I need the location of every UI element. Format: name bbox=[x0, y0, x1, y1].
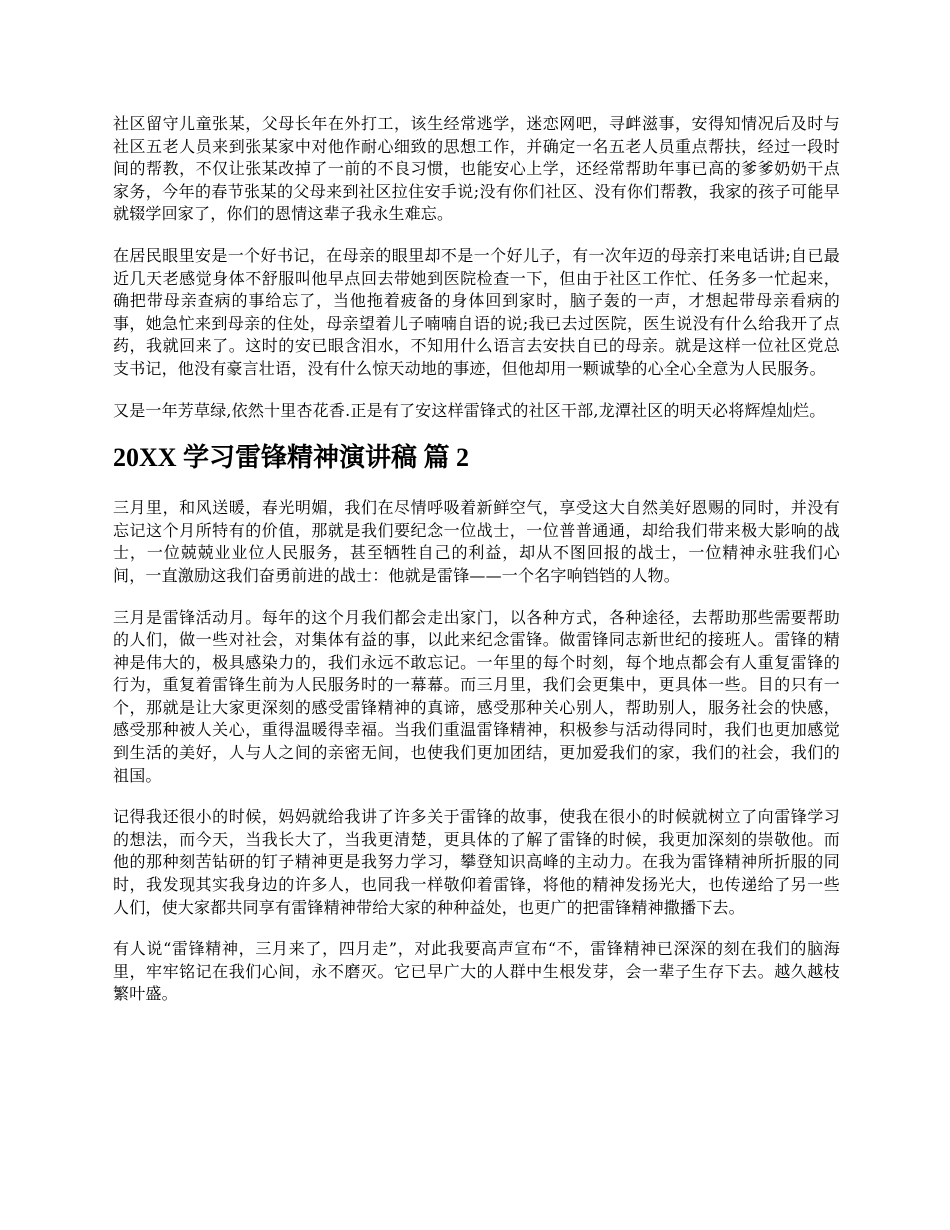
paragraph-march-spring: 三月里，和风送暖，春光明媚，我们在尽情呼吸着新鲜空气，享受这大自然美好恩赐的同时，并没有忘记这个月所特有的价值，那就是我们要纪念一位战士，一位普普通通，却给我们带来极大影响的战士，一位兢兢业业位人民服务，甚至牺牲自己的利益，却从不图回报的战士，一位精神永驻我们心间，一直激励这我们奋勇前进的战士：他就是雷锋——一个名字响铛铛的人物。 bbox=[113, 498, 840, 585]
paragraph-good-secretary: 在居民眼里安是一个好书记，在母亲的眼里却不是一个好儿子，有一次年迈的母亲打来电话讲;自已最近几天老感觉身体不舒服叫他早点回去带她到医院检查一下，但由于社区工作忙、任务多一忙起来，确把带母亲查病的事给忘了，当他拖着疲备的身体回到家时，脑子轰的一声，才想起带母亲看病的事，她急忙来到母亲的住处，母亲望着儿子喃喃自语的说;我已去过医院，医生说没有什么给我开了点药，我就回来了。这时的安已眼含泪水，不知用什么语言去安扶自已的母亲。就是这样一位社区党总支书记，他没有豪言壮语，没有什么惊天动地的事迹，但他却用一颗诚挚的心全心全意为人民服务。 bbox=[113, 245, 840, 378]
document-page bbox=[113, 113, 840, 1025]
paragraph-lei-feng-spirit: 有人说“雷锋精神，三月来了，四月走”，对此我要高声宣布“不，雷锋精神已深深的刻在我们的脑海里，牢牢铭记在我们心间，永不磨灭。它已早广大的人群中生根发芽，会一辈子生存下去。越久越枝繁叶盛。 bbox=[113, 939, 840, 1004]
paragraph-closing: 又是一年芳草绿,依然十里杏花香.正是有了安这样雷锋式的社区干部,龙潭社区的明天必将辉煌灿烂。 bbox=[113, 400, 826, 420]
paragraph-childhood-memory: 记得我还很小的时候，妈妈就给我讲了许多关于雷锋的故事，使我在很小的时候就树立了向雷锋学习的想法，而今天，当我长大了，当我更清楚，更具体的了解了雷锋的时候，我更加深刻的崇敬他。而他的那种刻苦钻研的钉子精神更是我努力学习，攀登知识高峰的主动力。在我为雷锋精神所折服的同时，我发现其实我身边的许多人，也同我一样敬仰着雷锋，将他的精神发扬光大，也传递给了另一些人们，使大家都共同享有雷锋精神带给大家的种种益处，也更广的把雷锋精神撒播下去。 bbox=[113, 807, 840, 917]
paragraph-lei-feng-month: 三月是雷锋活动月。每年的这个月我们都会走出家门，以各种方式，各种途径，去帮助那些需要帮助的人们，做一些对社会，对集体有益的事，以此来纪念雷锋。做雷锋同志新世纪的接班人。雷锋的精神是伟大的，极具感染力的，我们永远不敢忘记。一年里的每个时刻，每个地点都会有人重复雷锋的行为，重复着雷锋生前为人民服务时的一幕幕。而三月里，我们会更集中，更具体一些。目的只有一个，那就是让大家更深刻的感受雷锋精神的真谛，感受那种关心别人，帮助别人，服务社会的快感，感受那种被人关心，重得温暖得幸福。当我们重温雷锋精神，积极参与活动得同时，我们也更加感觉到生活的美好，人与人之间的亲密无间，也使我们更加团结，更加爱我们的家，我们的社会，我们的祖国。 bbox=[113, 607, 840, 785]
section-heading: 20XX 学习雷锋精神演讲稿 篇 2 bbox=[113, 443, 470, 473]
paragraph-left-behind-child: 社区留守儿童张某，父母长年在外打工，该生经常逃学，迷恋网吧，寻衅滋事，安得知情况后及时与社区五老人员来到张某家中对他作耐心细致的思想工作，并确定一名五老人员重点帮扶，经过一段时间的帮教，不仅让张某改掉了一前的不良习惯，也能安心上学，还经常帮助年事已高的爹爹奶奶干点家务，今年的春节张某的父母来到社区拉住安手说;没有你们社区、没有你们帮教，我家的孩子可能早就辍学回家了，你们的恩情这辈子我永生难忘。 bbox=[113, 114, 840, 224]
